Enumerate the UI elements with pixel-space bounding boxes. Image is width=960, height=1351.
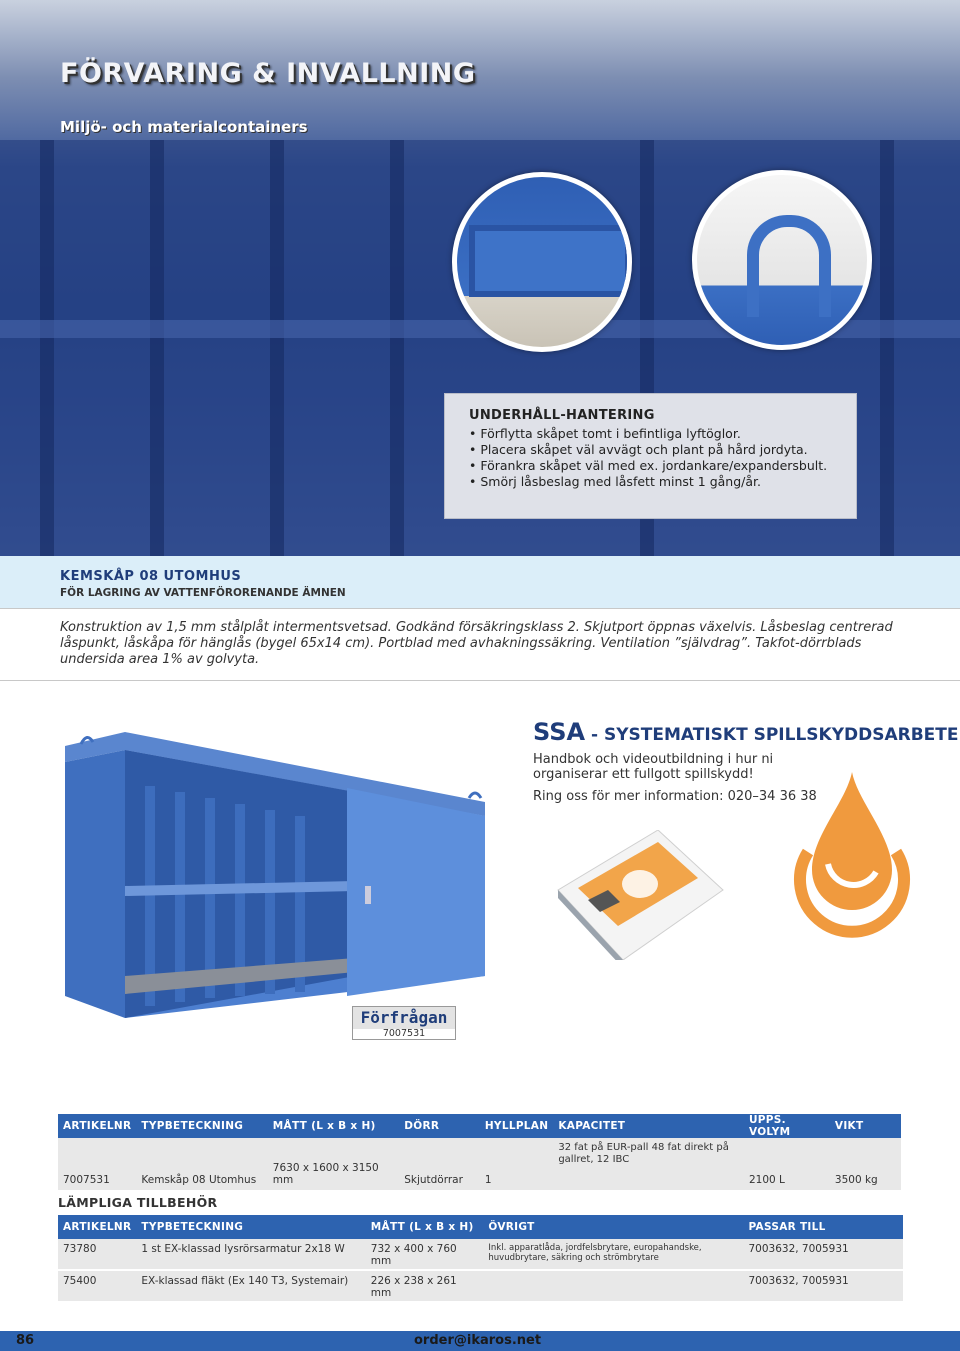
ssa-drop-logo-icon (788, 772, 916, 940)
ssa-acronym: SSA (533, 718, 586, 746)
container-rib (880, 140, 894, 556)
table-cell: Kemskåp 08 Utomhus (136, 1138, 267, 1190)
table-cell: 32 fat på EUR-pall 48 fat direkt på gallret, 12 IBC (553, 1138, 744, 1190)
table-header: HYLLPLAN (480, 1114, 553, 1138)
table-cell: 732 x 400 x 760 mm (366, 1239, 484, 1269)
detail-photo-shelf (452, 172, 632, 352)
table-row (58, 1239, 903, 1269)
container-rib (390, 140, 404, 556)
page-footer (0, 1331, 960, 1351)
table-header: ARTIKELNR (58, 1114, 136, 1138)
table-cell (483, 1271, 743, 1301)
list-item: • Placera skåpet väl avvägt och plant på hård jordyta. (469, 442, 856, 458)
container-rib (270, 140, 284, 556)
product-spec-table (58, 1114, 901, 1190)
list-item: • Smörj låsbeslag med låsfett minst 1 gång/år. (469, 474, 856, 490)
product-name: KEMSKÅP 08 UTOMHUS (60, 569, 242, 584)
hero-image (0, 0, 960, 556)
table-header: MÅTT (L x B x H) (366, 1215, 484, 1239)
container-rib (150, 140, 164, 556)
table-header: MÅTT (L x B x H) (268, 1114, 399, 1138)
container-product-image (55, 726, 495, 1018)
page-subtitle: Miljö- och materialcontainers (60, 118, 308, 136)
ssa-text: Handbok och videoutbildning i hur ni organiserar ett fullgott spillskydd! (533, 752, 774, 782)
table-cell: 3500 kg (830, 1138, 901, 1190)
table-row (58, 1271, 903, 1301)
table-header: DÖRR (399, 1114, 480, 1138)
inquiry-badge[interactable] (352, 1006, 456, 1040)
table-cell: 1 st EX-klassad lysrörsarmatur 2x18 W (136, 1239, 365, 1269)
table-cell: 1 (480, 1138, 553, 1190)
table-cell: Inkl. apparatlåda, jordfelsbrytare, europahandske, huvudbrytare, säkring och strömbrytare (483, 1239, 743, 1269)
ssa-handbook-image (548, 830, 728, 960)
list-item: • Förankra skåpet väl med ex. jordankare/expandersbult. (469, 458, 856, 474)
inquiry-label: Förfrågan (353, 1007, 455, 1029)
table-row (58, 1138, 901, 1190)
table-cell: 2100 L (744, 1138, 830, 1190)
accessories-heading: LÄMPLIGA TILLBEHÖR (58, 1195, 218, 1210)
table-cell: 7003632, 7005931 (743, 1239, 903, 1269)
table-cell: 7003632, 7005931 (743, 1271, 903, 1301)
table-cell: 7630 x 1600 x 3150 mm (268, 1138, 399, 1190)
table-header-row (58, 1114, 901, 1138)
ssa-phone: Ring oss för mer information: 020–34 36 38 (533, 789, 817, 804)
table-cell: EX-klassad fläkt (Ex 140 T3, Systemair) (136, 1271, 365, 1301)
table-header: TYPBETECKNING (136, 1114, 267, 1138)
divider (0, 680, 960, 681)
table-cell: 73780 (58, 1239, 136, 1269)
page-number: 86 (16, 1333, 35, 1348)
product-tagline: FÖR LAGRING AV VATTENFÖRORENANDE ÄMNEN (60, 587, 346, 599)
divider (0, 608, 960, 609)
product-description: Konstruktion av 1,5 mm stålplåt intermentsvetsad. Godkänd försäkringsklass 2. Skjutport öppnas växelvis. Låsbeslag centrerad låspunkt, låskåpa för hänglås (bygel 65x14 cm). Portblad med avhakningssäkring. Ventilation ”självdrag”. Takfot-dörrblads undersida area 1% av golvyta. (60, 620, 893, 667)
table-header: ÖVRIGT (483, 1215, 743, 1239)
page-title: FÖRVARING & INVALLNING (60, 58, 476, 89)
table-cell: 226 x 238 x 261 mm (366, 1271, 484, 1301)
ssa-heading (533, 718, 959, 746)
maintenance-heading: UNDERHÅLL-HANTERING (469, 408, 655, 423)
product-header-band (0, 556, 960, 608)
table-header: PASSAR TILL (743, 1215, 903, 1239)
maintenance-box (444, 393, 857, 519)
table-cell: 7007531 (58, 1138, 136, 1190)
table-header-row (58, 1215, 903, 1239)
table-header: UPPS. VOLYM (744, 1114, 830, 1138)
ssa-title: - SYSTEMATISKT SPILLSKYDDSARBETE (591, 725, 959, 745)
maintenance-list (469, 426, 856, 490)
inquiry-number: 7007531 (382, 1028, 426, 1039)
list-item: • Förflytta skåpet tomt i befintliga lyftöglor. (469, 426, 856, 442)
table-cell: 75400 (58, 1271, 136, 1301)
table-cell: Skjutdörrar (399, 1138, 480, 1190)
accessories-table (58, 1215, 903, 1301)
detail-photo-lifting-eye (692, 170, 872, 350)
container-rib (40, 140, 54, 556)
table-header: TYPBETECKNING (136, 1215, 365, 1239)
contact-email[interactable]: order@ikaros.net (414, 1333, 542, 1348)
table-header: KAPACITET (553, 1114, 744, 1138)
table-header: ARTIKELNR (58, 1215, 136, 1239)
table-header: VIKT (830, 1114, 901, 1138)
